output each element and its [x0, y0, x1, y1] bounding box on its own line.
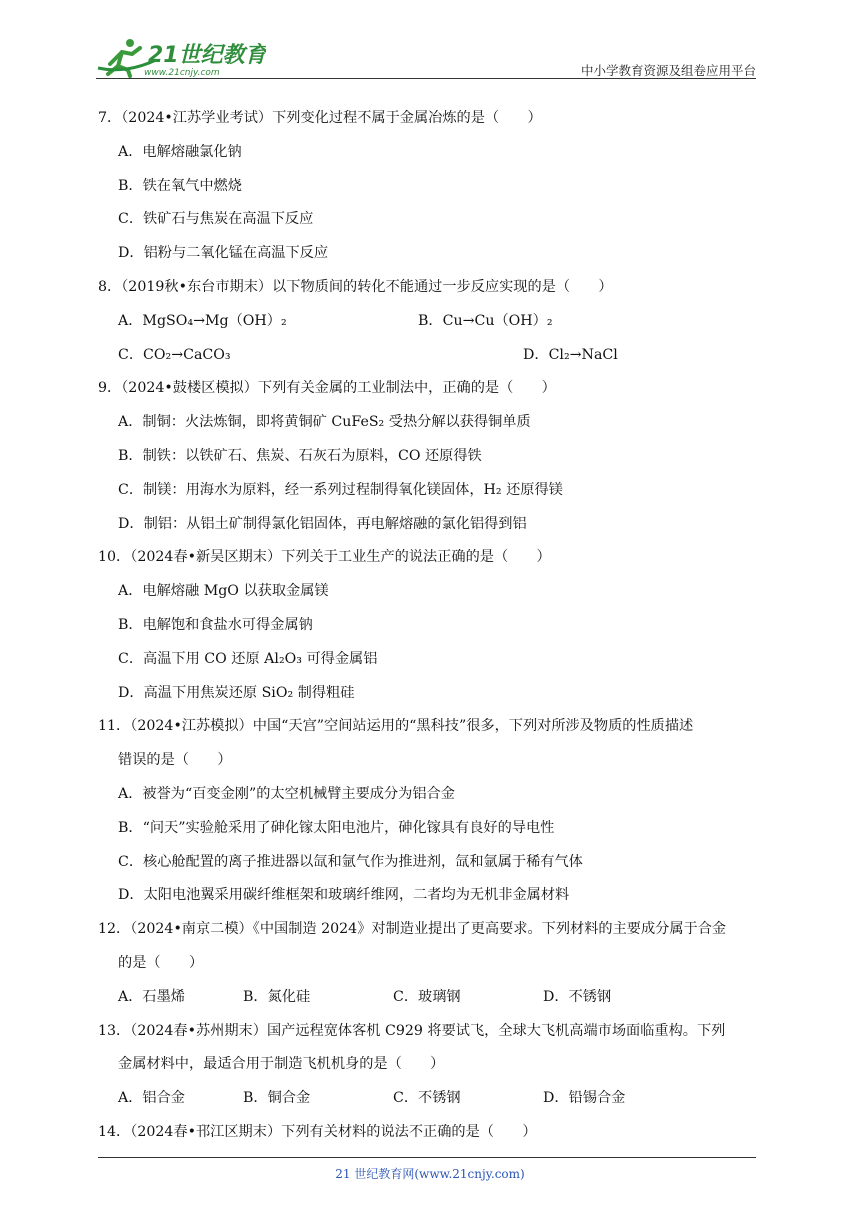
question-number: 13． [98, 1022, 131, 1039]
option-a: A．铝合金 [118, 1090, 185, 1107]
option-b: B．制铁：以铁矿石、焦炭、石灰石为原料，CO 还原得铁 [118, 447, 482, 464]
option-a: A．被誉为“百变金刚”的太空机械臂主要成分为铝合金 [118, 785, 455, 802]
option-a: A．电解熔融 MgO 以获取金属镁 [118, 583, 329, 600]
question-source: （2024•江苏学业考试） [121, 110, 273, 126]
option-b: B．Cu→Cu（OH）₂ [418, 312, 553, 329]
question-number: 8． [98, 278, 122, 295]
question-stem: 下列有关金属的工业制法中，正确的是（ ） [257, 380, 556, 397]
question-stem-continued: 金属材料中，最适合用于制造飞机机身的是（ ） [118, 1056, 445, 1073]
option-b: B．“问天”实验舱采用了砷化镓太阳电池片，砷化镓具有良好的导电性 [118, 819, 555, 836]
question-source: （2024春•邗江区期末） [130, 1123, 282, 1140]
question-stem: 《中国制造 2024》对制造业提出了更高要求。下列材料的主要成分属于合金 [252, 921, 727, 938]
option-row [98, 981, 768, 1015]
option-c: C．核心舱配置的离子推进器以氙和氩气作为推进剂，氙和氩属于稀有气体 [118, 853, 583, 870]
option-row [98, 305, 768, 339]
question-source: （2024春•苏州期末） [130, 1022, 267, 1039]
option-c: C．CO₂→CaCO₃ [118, 346, 231, 363]
question-11 [98, 710, 768, 744]
question-number: 14． [98, 1123, 131, 1140]
question-stem-continued: 错误的是（ ） [118, 752, 232, 769]
question-12 [98, 913, 768, 947]
question-14 [98, 1116, 768, 1150]
option-c: C．铁矿石与焦炭在高温下反应 [118, 211, 314, 228]
option-c: C．玻璃钢 [393, 988, 461, 1005]
option-c: C．高温下用 CO 还原 Al₂O₃ 可得金属铝 [118, 650, 378, 667]
option-b: B．电解饱和食盐水可得金属钠 [118, 616, 313, 633]
header-divider [96, 78, 756, 79]
question-source: （2024•南京二模） [130, 921, 253, 938]
option-b: B．氮化硅 [243, 988, 311, 1005]
option-d: D．不锈钢 [543, 988, 612, 1005]
question-13 [98, 1015, 768, 1049]
question-number: 12． [98, 921, 131, 938]
question-list [98, 102, 768, 1150]
platform-name: 中小学教育资源及组卷应用平台 [580, 63, 756, 78]
page-header [96, 34, 756, 78]
option-a: A．MgSO₄→Mg（OH）₂ [118, 312, 287, 329]
question-stem: 以下物质间的转化不能通过一步反应实现的是（ ） [272, 278, 613, 295]
logo-runner-icon [96, 34, 266, 78]
question-source: （2024•鼓楼区模拟） [121, 380, 258, 397]
question-7 [98, 102, 768, 136]
question-number: 11． [98, 718, 131, 735]
footer-divider [98, 1157, 756, 1158]
question-stem: 下列关于工业生产的说法正确的是（ ） [281, 549, 551, 566]
option-row [98, 339, 768, 373]
option-a: A．电解熔融氯化钠 [118, 143, 242, 160]
question-stem-continued: 的是（ ） [118, 954, 204, 971]
question-number: 9． [98, 380, 122, 397]
question-source: （2024春•新吴区期末） [130, 549, 282, 566]
question-stem: 下列变化过程不属于金属冶炼的是（ ） [272, 110, 542, 126]
logo [96, 34, 266, 78]
option-d: D．制铝：从铝土矿制得氯化铝固体，再电解熔融的氯化铝得到铝 [118, 515, 527, 532]
question-source: （2019秋•东台市期末） [121, 278, 273, 295]
logo-url: www.21cnjy.com [144, 68, 220, 78]
option-d: D．高温下用焦炭还原 SiO₂ 制得粗硅 [118, 684, 355, 701]
question-8 [98, 271, 768, 305]
logo-text: 21世纪教育 [148, 43, 266, 68]
question-number: 10． [98, 549, 131, 566]
option-a: A．制铜：火法炼铜，即将黄铜矿 CuFeS₂ 受热分解以获得铜单质 [118, 414, 531, 431]
question-stem: 国产远程宽体客机 C929 将要试飞，全球大飞机高端市场面临重构。下列 [266, 1022, 726, 1039]
option-d: D．Cl₂→NaCl [523, 346, 618, 363]
question-number: 7． [98, 110, 122, 126]
option-d: D．铅锡合金 [543, 1090, 626, 1107]
option-c: C．制镁：用海水为原料，经一系列过程制得氧化镁固体，H₂ 还原得镁 [118, 481, 563, 498]
question-10 [98, 541, 768, 575]
option-a: A．石墨烯 [118, 988, 185, 1005]
question-stem: 下列有关材料的说法不正确的是（ ） [281, 1123, 537, 1140]
question-source: （2024•江苏模拟） [130, 718, 253, 735]
option-b: B．铁在氧气中燃烧 [118, 177, 242, 194]
question-stem: 中国“天宫”空间站运用的“黑科技”很多，下列对所涉及物质的性质描述 [252, 718, 694, 735]
option-c: C．不锈钢 [393, 1090, 461, 1107]
option-b: B．铜合金 [243, 1090, 311, 1107]
option-d: D．太阳电池翼采用碳纤维框架和玻璃纤维网，二者均为无机非金属材料 [118, 887, 570, 904]
option-d: D．铝粉与二氧化锰在高温下反应 [118, 245, 329, 262]
option-row [98, 1082, 768, 1116]
question-9 [98, 372, 768, 406]
footer-link[interactable]: 21 世纪教育网(www.21cnjy.com) [335, 1167, 525, 1181]
